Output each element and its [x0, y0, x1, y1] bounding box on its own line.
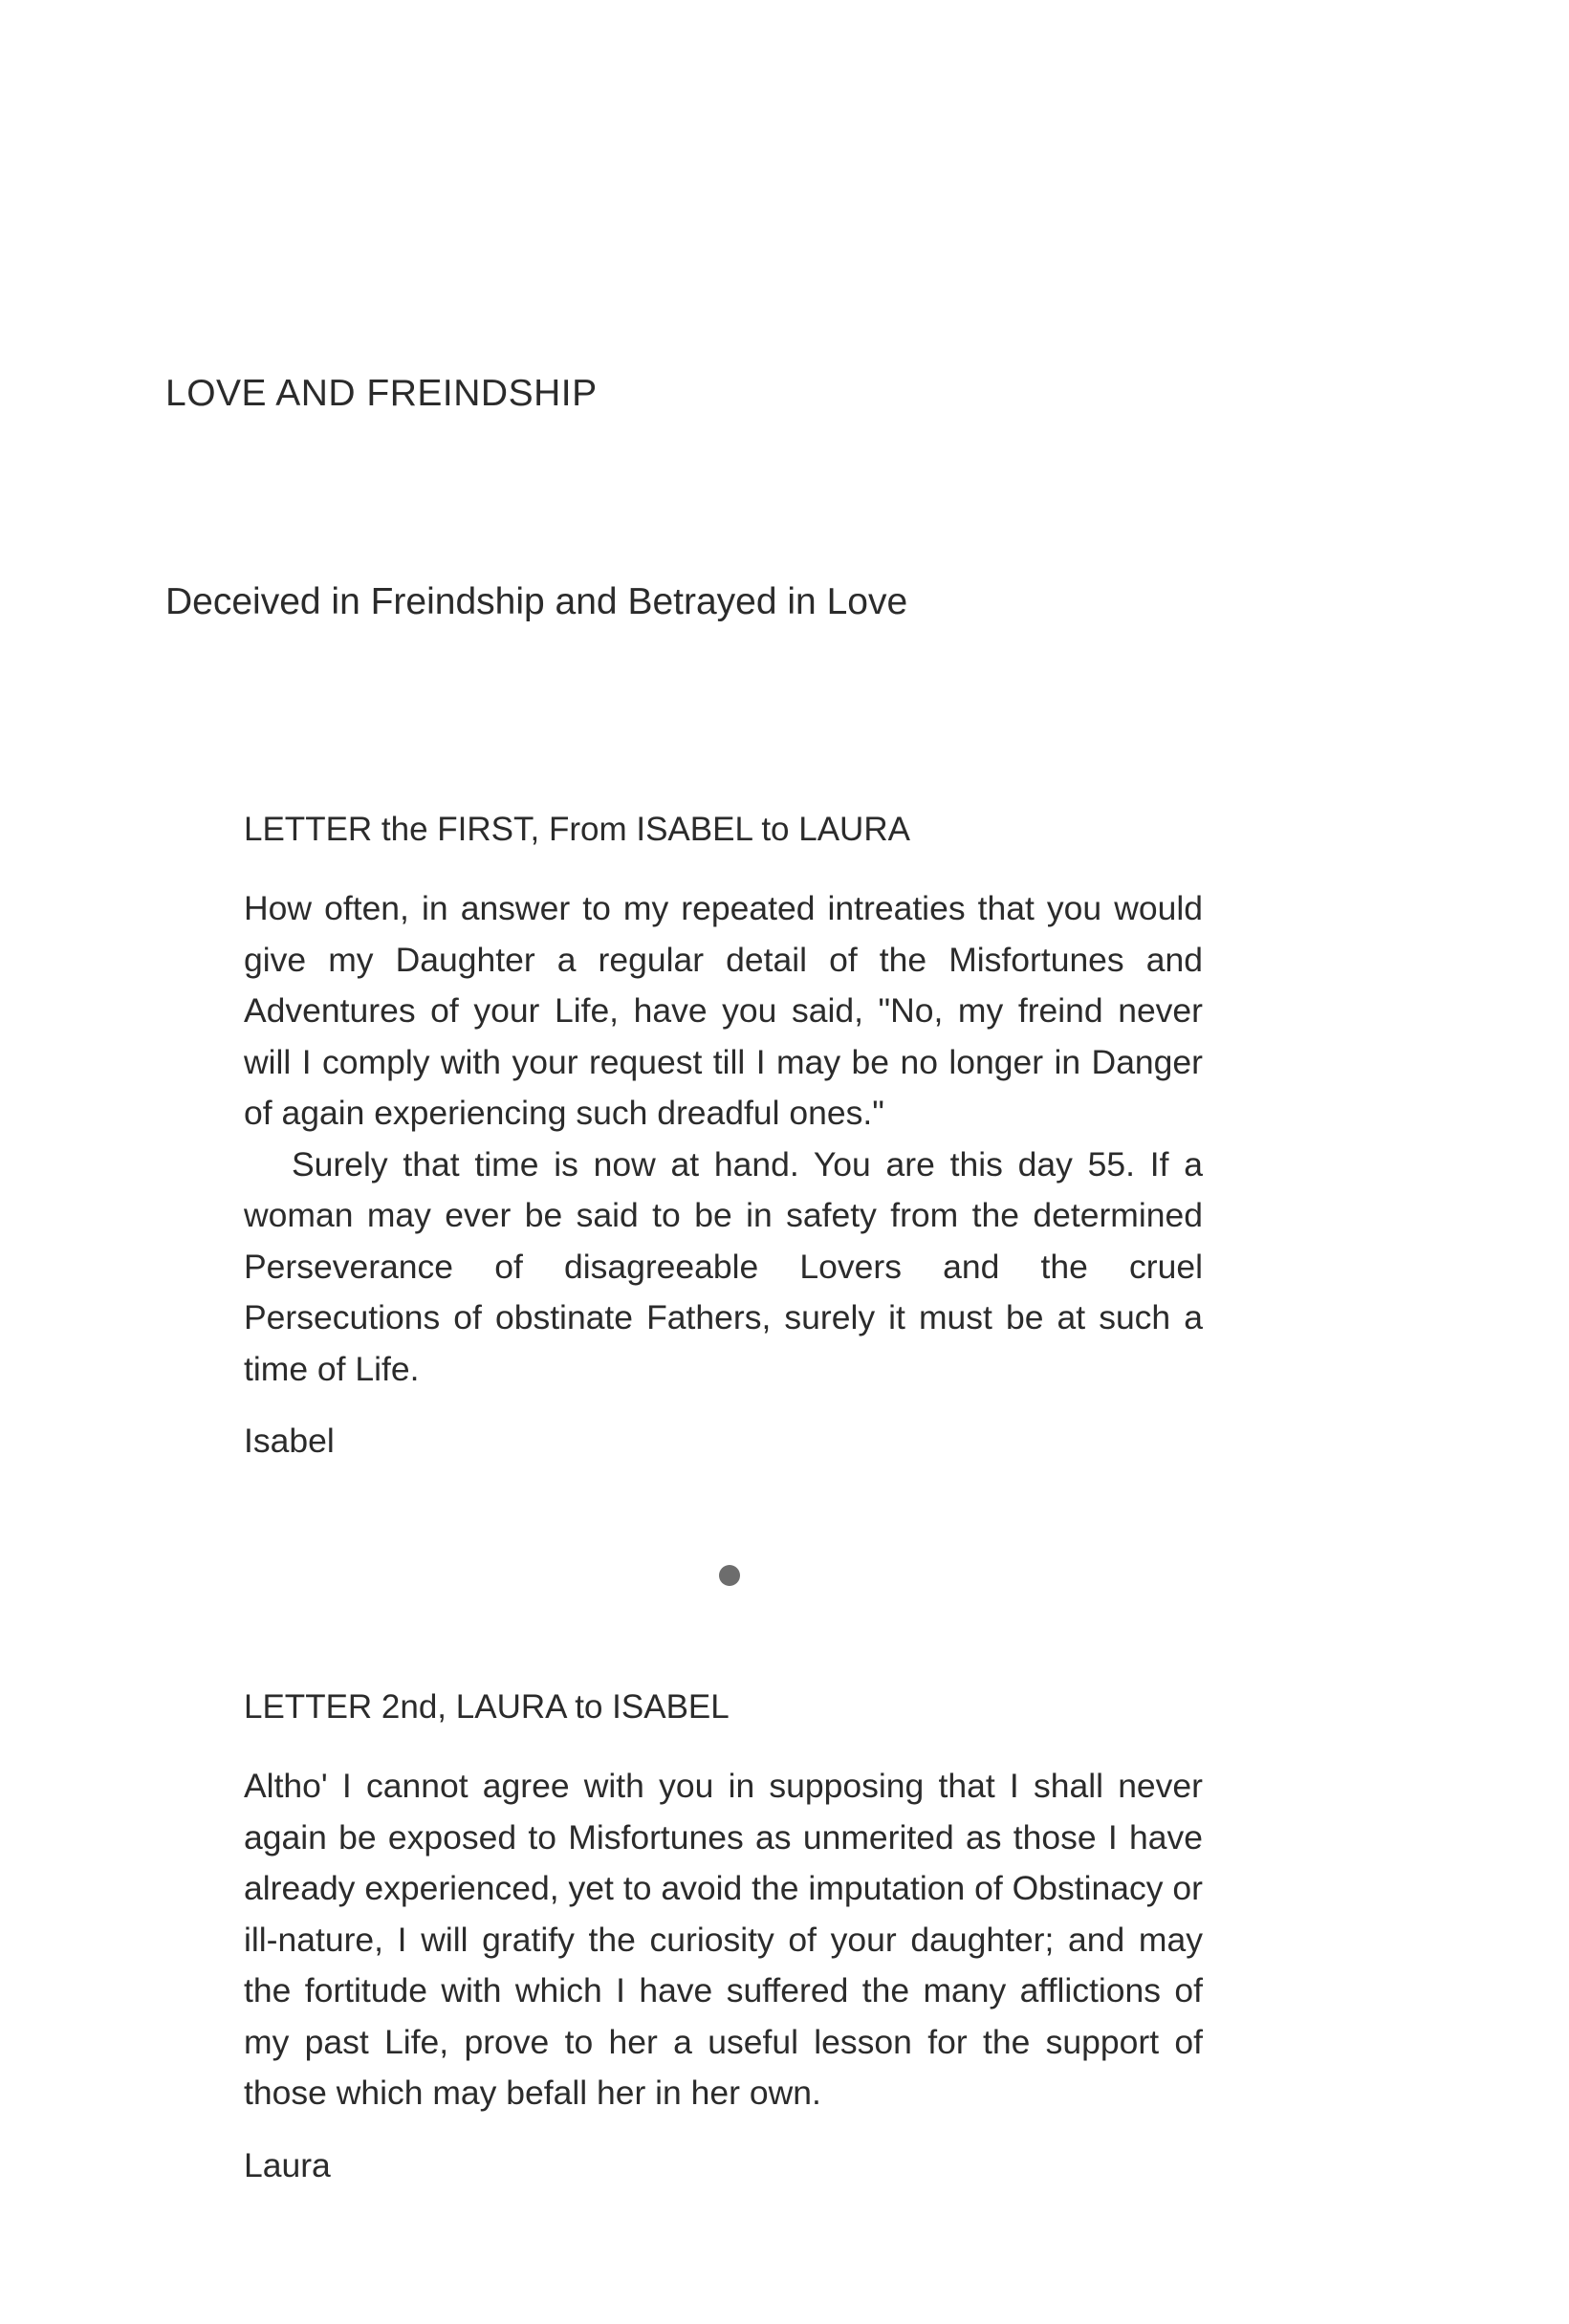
letter-signature: Isabel	[244, 1422, 335, 1460]
letter-heading: LETTER the FIRST, From ISABEL to LAURA	[244, 811, 910, 848]
letter-paragraph: Altho' I cannot agree with you in supposing that I shall never again be exposed to Misfortunes as unmerited as those I have already experienced, yet to avoid the imputation of Obstinacy or ill-nature, I will gratify the curiosity of your daughter; and may the fortitude with which I have suffered the many afflictions of my past Life, prove to her a useful lesson for the support of those which may befall her in her own.	[244, 1767, 1203, 2112]
page-subtitle: Deceived in Freindship and Betrayed in Love	[165, 581, 908, 622]
letter-heading: LETTER 2nd, LAURA to ISABEL	[244, 1688, 730, 1726]
letter-signature: Laura	[244, 2145, 331, 2184]
page-title: LOVE AND FREINDSHIP	[165, 373, 598, 414]
letter-body	[244, 883, 1203, 1395]
letter-second	[244, 1688, 1203, 2185]
bullet-dot-icon	[719, 1565, 740, 1586]
letter-body	[244, 1761, 1203, 2119]
letter-paragraph: How often, in answer to my repeated intreaties that you would give my Daughter a regular detail of the Misfortunes and Adventures of your Life, have you said, "No, my freind never will I comply with your request till I may be no longer in Danger of again experiencing such dreadful ones."	[244, 889, 1203, 1132]
letter-paragraph: Surely that time is now at hand. You are this day 55. If a woman may ever be said to be in safety from the determined Perseverance of disagreeable Lovers and the cruel Persecutions of obstinate Fathers, surely it must be at such a time of Life.	[244, 1144, 1203, 1388]
letter-first	[244, 811, 1203, 1461]
